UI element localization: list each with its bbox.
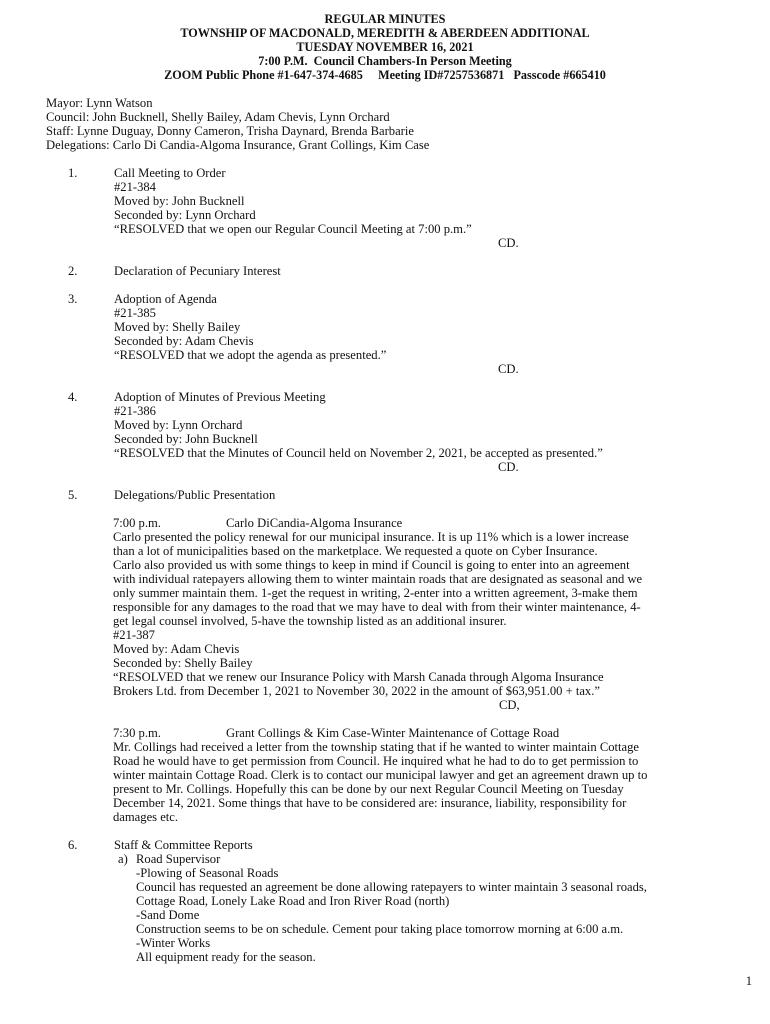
resolution-text: “RESOLVED that we adopt the agenda as presented.” <box>114 348 387 362</box>
resolution-number: #21-384 <box>114 180 156 194</box>
delegation-name: Grant Collings & Kim Case-Winter Maintenance of Cottage Road <box>226 726 560 740</box>
delegation-text-line: than a lot of municipalities based on the marketplace. We requested a quote on Cyber Insurance. <box>113 544 598 558</box>
delegation-text-line: winter maintain Cottage Road. Clerk is to contact our municipal lawyer and get an agreement drawn up to <box>113 768 648 782</box>
item-number: 1. <box>68 166 78 180</box>
moved-by: Moved by: John Bucknell <box>114 194 245 208</box>
delegation-text-line: get legal counsel involved, 5-have the township listed as an additional insurer. <box>113 614 507 628</box>
item-title: Declaration of Pecuniary Interest <box>114 264 281 278</box>
resolution-number: #21-387 <box>113 628 155 642</box>
resolution-text: “RESOLVED that the Minutes of Council held on November 2, 2021, be accepted as presented.” <box>114 446 603 460</box>
delegation-1 <box>113 516 758 712</box>
moved-by: Moved by: Adam Chevis <box>113 642 240 656</box>
document-header <box>0 12 770 82</box>
resolution-text: “RESOLVED that we open our Regular Council Meeting at 7:00 p.m.” <box>114 222 472 236</box>
item-number: 4. <box>68 390 78 404</box>
resolution-number: #21-386 <box>114 404 156 418</box>
carried-mark: CD. <box>498 362 519 376</box>
resolution-text: Brokers Ltd. from December 1, 2021 to November 30, 2022 in the amount of $63,951.00 + tax.” <box>113 684 600 698</box>
delegation-text-line: present to Mr. Collings. Hopefully this can be done by our next Regular Council Meeting on Tuesday <box>113 782 624 796</box>
item-number: 3. <box>68 292 78 306</box>
item-number: 6. <box>68 838 78 852</box>
report-line: -Sand Dome <box>136 908 200 922</box>
report-line: Construction seems to be on schedule. Cement pour taking place tomorrow morning at 6:00 a.m. <box>136 922 624 936</box>
sub-item-title: Road Supervisor <box>136 852 221 866</box>
report-line: Council has requested an agreement be done allowing ratepayers to winter maintain 3 seasonal roads, <box>136 880 647 894</box>
delegation-2 <box>113 726 758 824</box>
item-title: Adoption of Agenda <box>114 292 217 306</box>
delegation-text-line: with individual ratepayers allowing them to winter maintain roads that are designated as seasonal and we <box>113 572 643 586</box>
item-number: 2. <box>68 264 78 278</box>
delegation-time: 7:30 p.m. <box>113 726 161 740</box>
moved-by: Moved by: Shelly Bailey <box>114 320 241 334</box>
header-zoom-info: ZOOM Public Phone #1-647-374-4685 Meeting ID#7257536871 Passcode #665410 <box>164 68 606 82</box>
resolution-number: #21-385 <box>114 306 156 320</box>
header-title: REGULAR MINUTES <box>324 12 446 26</box>
carried-mark: CD. <box>498 236 519 250</box>
header-date: TUESDAY NOVEMBER 16, 2021 <box>296 40 474 54</box>
delegation-text-line: Mr. Collings had received a letter from the township stating that if he wanted to winter maintain Cottage <box>113 740 640 754</box>
delegation-text-line: Road he would have to get permission from Council. He inquired what he had to do to get permission to <box>113 754 639 768</box>
carried-mark: CD, <box>499 698 520 712</box>
delegation-text-line: only summer maintain them. 1-get the request in writing, 2-enter into a written agreement, 3-make them <box>113 586 638 600</box>
delegation-text-line: Carlo presented the policy renewal for our municipal insurance. It is up 11% which is a lower increase <box>113 530 629 544</box>
sub-item-label: a) <box>118 852 128 866</box>
delegation-text-line: damages etc. <box>113 810 179 824</box>
report-line: -Winter Works <box>136 936 211 950</box>
item-number: 5. <box>68 488 78 502</box>
seconded-by: Seconded by: Lynn Orchard <box>114 208 256 222</box>
resolution-text: “RESOLVED that we renew our Insurance Policy with Marsh Canada through Algoma Insurance <box>113 670 604 684</box>
item-title: Staff & Committee Reports <box>114 838 253 852</box>
report-line: All equipment ready for the season. <box>136 950 316 964</box>
delegation-text-line: Carlo also provided us with some things to keep in mind if Council is going to enter into an agreement <box>113 558 630 572</box>
carried-mark: CD. <box>498 460 519 474</box>
seconded-by: Seconded by: John Bucknell <box>114 432 258 446</box>
header-time-location: 7:00 P.M. Council Chambers-In Person Meeting <box>258 54 512 68</box>
item-title: Delegations/Public Presentation <box>114 488 276 502</box>
item-title: Adoption of Minutes of Previous Meeting <box>114 390 326 404</box>
delegation-text-line: responsible for any damages to the road that we may have to deal with from their winter maintenance, 4- <box>113 600 641 614</box>
header-township: TOWNSHIP OF MACDONALD, MEREDITH & ABERDEEN ADDITIONAL <box>180 26 590 40</box>
page-number: 1 <box>745 974 752 988</box>
council-line: Council: John Bucknell, Shelly Bailey, Adam Chevis, Lynn Orchard <box>46 110 390 124</box>
delegation-heading <box>113 726 758 740</box>
item-title: Call Meeting to Order <box>114 166 226 180</box>
report-line: Cottage Road, Lonely Lake Road and Iron River Road (north) <box>136 894 450 908</box>
seconded-by: Seconded by: Shelly Bailey <box>113 656 253 670</box>
seconded-by: Seconded by: Adam Chevis <box>114 334 254 348</box>
delegation-name: Carlo DiCandia-Algoma Insurance <box>226 516 403 530</box>
moved-by: Moved by: Lynn Orchard <box>114 418 243 432</box>
delegation-text-line: December 14, 2021. Some things that have to be considered are: insurance, liability, responsibility for <box>113 796 627 810</box>
staff-line: Staff: Lynne Duguay, Donny Cameron, Trisha Daynard, Brenda Barbarie <box>46 124 414 138</box>
delegation-heading <box>113 516 758 530</box>
attendance-list <box>46 96 429 152</box>
report-line: -Plowing of Seasonal Roads <box>136 866 279 880</box>
mayor-line: Mayor: Lynn Watson <box>46 96 153 110</box>
delegations-line: Delegations: Carlo Di Candia-Algoma Insurance, Grant Collings, Kim Case <box>46 138 430 152</box>
delegation-time: 7:00 p.m. <box>113 516 161 530</box>
